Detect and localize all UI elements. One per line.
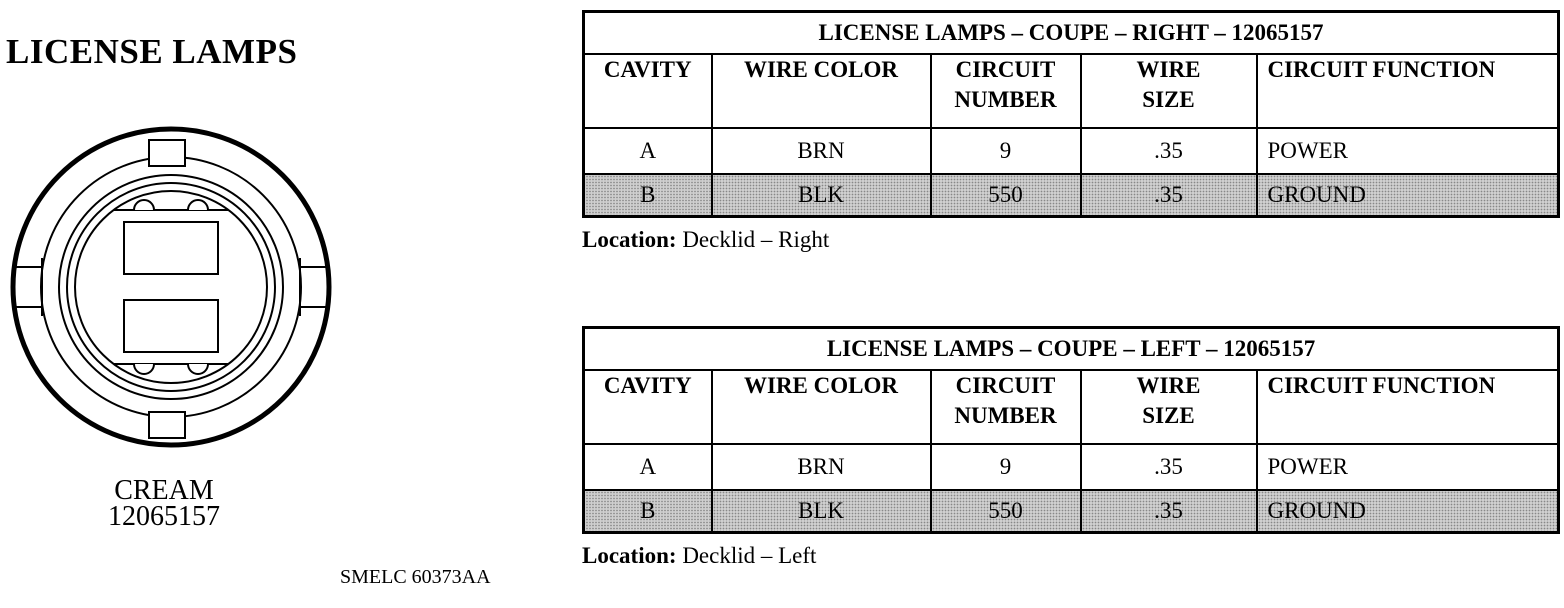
column-header-wire-color: WIRE COLOR xyxy=(712,370,931,444)
connector-face-diagram xyxy=(6,122,336,452)
pinout-table-left-section xyxy=(582,326,1557,569)
column-header-circuit-number-line1: CIRCUIT xyxy=(955,373,1056,398)
cell-wire-size: .35 xyxy=(1081,128,1257,174)
cell-wire-color: BLK xyxy=(712,174,931,217)
column-header-circuit-number-line2: NUMBER xyxy=(954,87,1057,112)
column-header-wire-size xyxy=(1081,370,1257,444)
column-header-circuit-function: CIRCUIT FUNCTION xyxy=(1257,54,1559,128)
connector-color: CREAM xyxy=(114,475,214,506)
column-header-wire-size-line1: WIRE xyxy=(1136,373,1201,398)
cell-wire-size: .35 xyxy=(1081,490,1257,533)
table-title: LICENSE LAMPS – COUPE – LEFT – 12065157 xyxy=(584,328,1559,371)
location-note xyxy=(582,543,1557,569)
cell-wire-color: BLK xyxy=(712,490,931,533)
location-value: Decklid – Right xyxy=(682,227,830,252)
location-note xyxy=(582,227,1557,253)
column-header-wire-size xyxy=(1081,54,1257,128)
cell-circuit-function: GROUND xyxy=(1257,490,1559,533)
page-title: LICENSE LAMPS xyxy=(6,32,298,71)
cell-circuit-number: 550 xyxy=(931,490,1081,533)
cell-circuit-function: POWER xyxy=(1257,444,1559,490)
cell-circuit-function: GROUND xyxy=(1257,174,1559,217)
cell-circuit-number: 9 xyxy=(931,444,1081,490)
connector-part-number: 12065157 xyxy=(108,501,220,532)
cell-circuit-function: POWER xyxy=(1257,128,1559,174)
cell-cavity: B xyxy=(584,490,712,533)
table-title: LICENSE LAMPS – COUPE – RIGHT – 12065157 xyxy=(584,12,1559,55)
column-header-wire-size-line1: WIRE xyxy=(1136,57,1201,82)
cell-wire-size: .35 xyxy=(1081,444,1257,490)
cell-cavity: A xyxy=(584,444,712,490)
column-header-wire-color: WIRE COLOR xyxy=(712,54,931,128)
column-header-circuit-number-line2: NUMBER xyxy=(954,403,1057,428)
cavity-b-shape xyxy=(124,300,218,352)
column-header-circuit-function: CIRCUIT FUNCTION xyxy=(1257,370,1559,444)
location-value: Decklid – Left xyxy=(682,543,817,568)
cell-circuit-number: 9 xyxy=(931,128,1081,174)
cell-cavity: A xyxy=(584,128,712,174)
column-header-cavity: CAVITY xyxy=(584,54,712,128)
figure-code: SMELC 60373AA xyxy=(340,566,491,588)
cell-wire-color: BRN xyxy=(712,444,931,490)
cavity-a-shape xyxy=(124,222,218,274)
pinout-table-left xyxy=(582,326,1560,534)
pinout-table-right xyxy=(582,10,1560,218)
table-row xyxy=(584,174,1559,217)
column-header-circuit-number xyxy=(931,54,1081,128)
cell-cavity: B xyxy=(584,174,712,217)
pinout-table-right-section xyxy=(582,10,1557,253)
location-label: Location: xyxy=(582,543,677,568)
connector-label xyxy=(64,475,264,532)
column-header-wire-size-line2: SIZE xyxy=(1142,87,1195,112)
column-header-wire-size-line2: SIZE xyxy=(1142,403,1195,428)
column-header-circuit-number xyxy=(931,370,1081,444)
table-row xyxy=(584,490,1559,533)
column-header-circuit-number-line1: CIRCUIT xyxy=(955,57,1056,82)
table-row xyxy=(584,444,1559,490)
column-header-cavity: CAVITY xyxy=(584,370,712,444)
cell-wire-color: BRN xyxy=(712,128,931,174)
cell-circuit-number: 550 xyxy=(931,174,1081,217)
cell-wire-size: .35 xyxy=(1081,174,1257,217)
location-label: Location: xyxy=(582,227,677,252)
table-row xyxy=(584,128,1559,174)
